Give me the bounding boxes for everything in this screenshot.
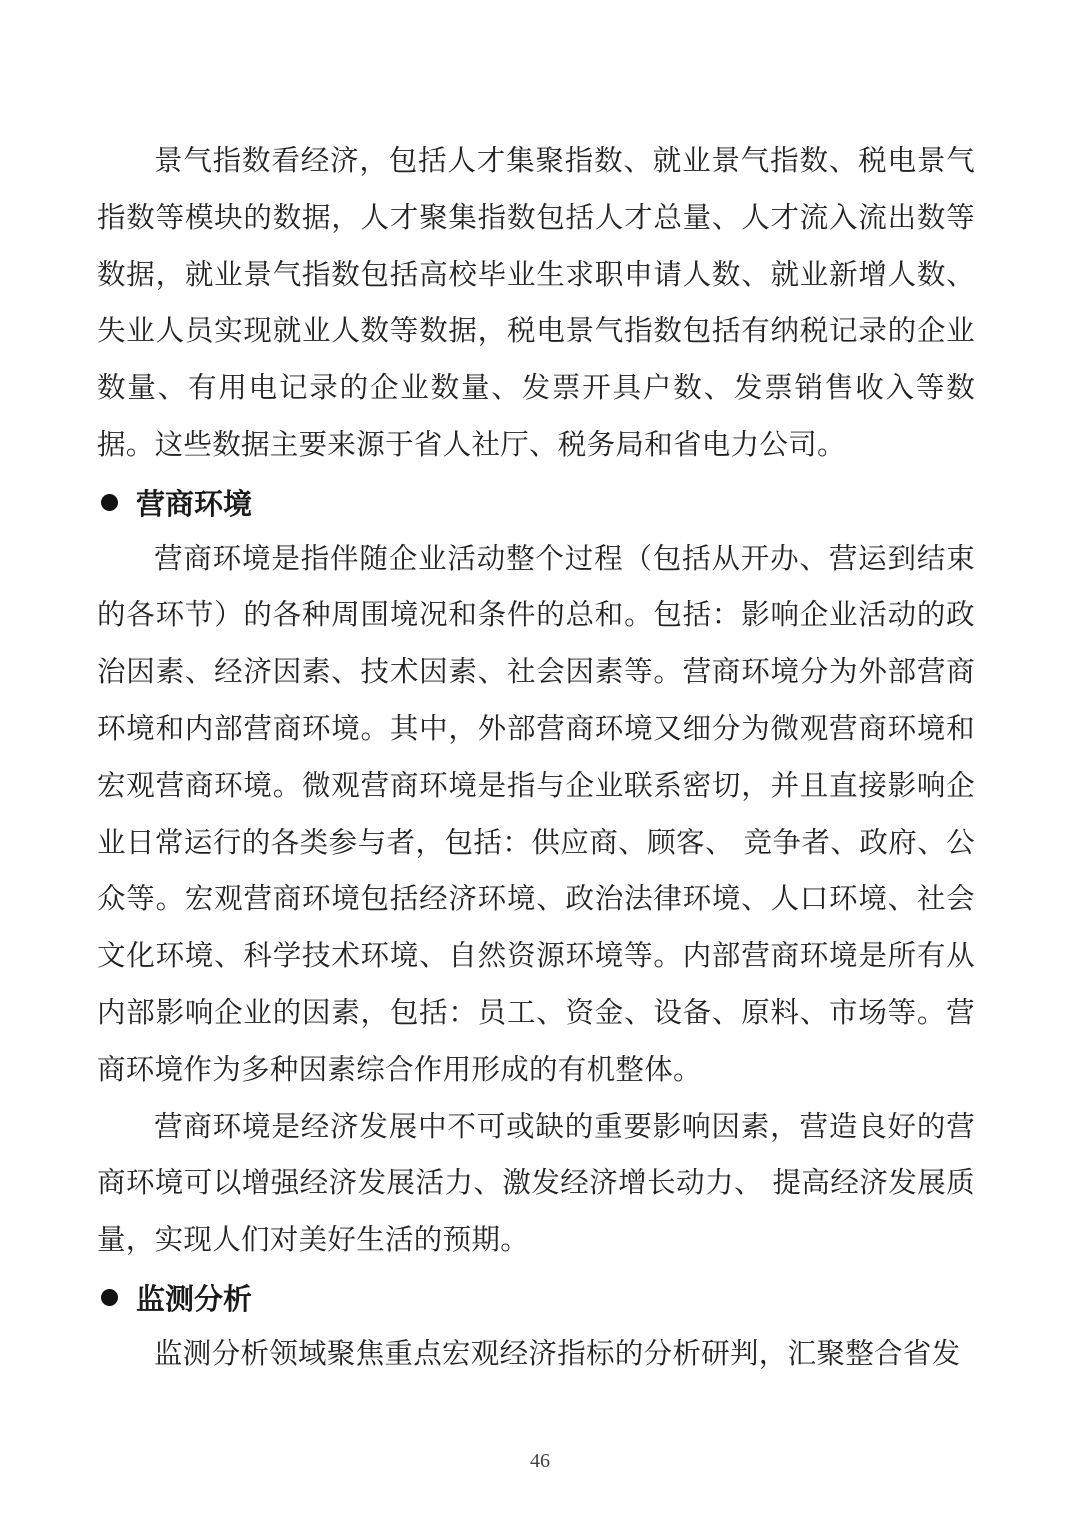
paragraph-monitoring-analysis: 监测分析领域聚焦重点宏观经济指标的分析研判，汇聚整合省发 [154, 1336, 961, 1370]
bullet-icon [101, 494, 118, 511]
section-heading-business-environment [97, 474, 975, 531]
section-title-text: 监测分析 [136, 1281, 253, 1316]
page-number: 46 [530, 1450, 550, 1472]
section-title-text: 营商环境 [136, 486, 253, 521]
paragraph-business-environment-importance: 营商环境是经济发展中不可或缺的重要影响因素，营造良好的营商环境可以增强经济发展活力、激发经济增长动力、 提高经济发展质量，实现人们对美好生活的预期。 [97, 1109, 975, 1257]
paragraph-business-environment-definition: 营商环境是指伴随企业活动整个过程（包括从开办、营运到结束的各环节）的各种周围境况和条件的总和。包括：影响企业活动的政治因素、经济因素、技术因素、社会因素等。营商环境分为外部营商环境和内部营商环境。其中，外部营商环境又细分为微观营商环境和宏观营商环境。微观营商环境是指与企业联系密切，并且直接影响企业日常运行的各类参与者，包括：供应商、顾客、 竞争者、政府、公众等。宏观营商环境包括经济环境、政治法律环境、人口环境、社会 文化环境、科学技术环境、自然资源环境等。内部营商环境是所有从内部影响企业的因素，包括：员工、资金、设备、原料、市场等。营商环境作为多种因素综合作用形成的有机整体。 [97, 541, 975, 1086]
section-heading-monitoring-analysis [97, 1269, 975, 1326]
bullet-icon [101, 1289, 118, 1306]
paragraph-economic-index: 景气指数看经济，包括人才集聚指数、就业景气指数、税电景气指数等模块的数据，人才聚集指数包括人才总量、人才流入流出数等数据，就业景气指数包括高校毕业生求职申请人数、就业新增人数、失业人员实现就业人数等数据，税电景气指数包括有纳税记录的企业数量、有用电记录的企业数量、发票开具户数、发票销售收入等数据。这些数据主要来源于省人社厅、税务局和省电力公司。 [97, 144, 975, 461]
page-content [97, 133, 975, 1383]
